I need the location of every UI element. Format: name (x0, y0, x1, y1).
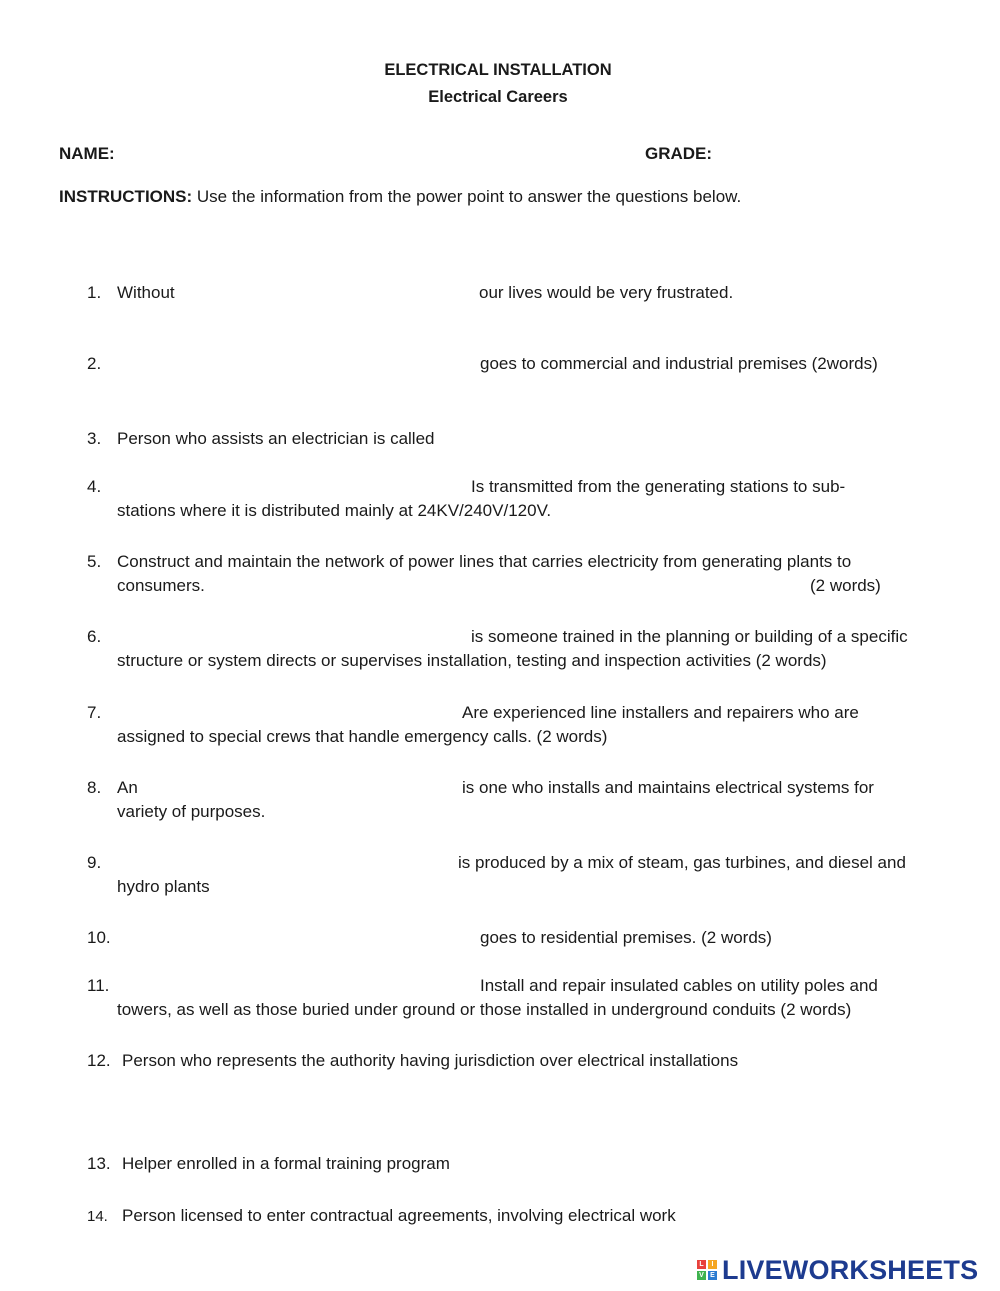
logo-block: E (708, 1271, 717, 1280)
question-text-continued: towers, as well as those buried under ground or those installed in underground conduits (2 words) (117, 1000, 852, 1019)
question-text-continued: hydro plants (117, 877, 210, 896)
worksheet-title: ELECTRICAL INSTALLATION (384, 61, 612, 79)
question-number: 7. (87, 703, 102, 722)
grade-label: GRADE: (645, 144, 713, 163)
question-number: 6. (87, 627, 102, 646)
question-number: 13. (87, 1154, 111, 1173)
question-text-after-blank: is produced by a mix of steam, gas turbines, and diesel and (458, 853, 906, 872)
question-text: Construct and maintain the network of power lines that carries electricity from generating plants to (117, 552, 852, 571)
question-text-continued: consumers. (117, 576, 205, 595)
question-text-continued: assigned to special crews that handle emergency calls. (2 words) (117, 727, 608, 746)
question-text: An (117, 778, 138, 797)
question-number: 14. (87, 1208, 108, 1225)
question-text-after-blank: Is transmitted from the generating stations to sub- (471, 477, 846, 496)
question-number: 8. (87, 778, 102, 797)
question-text-after-blank: Install and repair insulated cables on utility poles and (480, 976, 878, 995)
name-label: NAME: (59, 144, 115, 163)
logo-block: L (697, 1260, 706, 1269)
instructions (59, 187, 741, 207)
question-text: Person who assists an electrician is called (117, 429, 435, 448)
worksheet-subtitle: Electrical Careers (428, 88, 568, 106)
question-text-after-blank: our lives would be very frustrated. (479, 283, 734, 302)
liveworksheets-logo[interactable] (697, 1254, 978, 1286)
question-text: Person who represents the authority having jurisdiction over electrical installations (122, 1051, 739, 1070)
logo-block: V (697, 1271, 706, 1280)
question-number: 2. (87, 354, 102, 373)
question-number: 10. (87, 928, 111, 947)
question-number: 11. (87, 976, 110, 995)
instructions-label: INSTRUCTIONS: (59, 187, 193, 206)
question-number: 3. (87, 429, 102, 448)
question-text-continued: structure or system directs or supervises installation, testing and inspection activities (2 words) (117, 651, 827, 670)
question-number: 4. (87, 477, 102, 496)
question-text-after-blank: goes to commercial and industrial premises (2words) (480, 354, 878, 373)
question-text-after-blank: Are experienced line installers and repairers who are (462, 703, 859, 722)
logo-mark-icon (697, 1260, 717, 1280)
question-number: 5. (87, 552, 102, 571)
question-text: Person licensed to enter contractual agreements, involving electrical work (122, 1206, 676, 1225)
question-text-continued: variety of purposes. (117, 802, 266, 821)
question-text-continued: stations where it is distributed mainly at 24KV/240V/120V. (117, 501, 552, 520)
question-text: Helper enrolled in a formal training program (122, 1154, 450, 1173)
instructions-text: Use the information from the power point to answer the questions below. (196, 187, 742, 206)
question-text: Without (117, 283, 175, 302)
question-text-after-blank: goes to residential premises. (2 words) (480, 928, 772, 947)
question-number: 12. (87, 1051, 111, 1070)
question-text-after-blank: is one who installs and maintains electrical systems for (462, 778, 874, 797)
question-text-after-blank: is someone trained in the planning or building of a specific (471, 627, 908, 646)
logo-block: I (708, 1260, 717, 1269)
question-word-count: (2 words) (810, 576, 881, 595)
question-number: 9. (87, 853, 102, 872)
question-number: 1. (87, 283, 102, 302)
logo-text: LIVEWORKSHEETS (722, 1254, 979, 1285)
